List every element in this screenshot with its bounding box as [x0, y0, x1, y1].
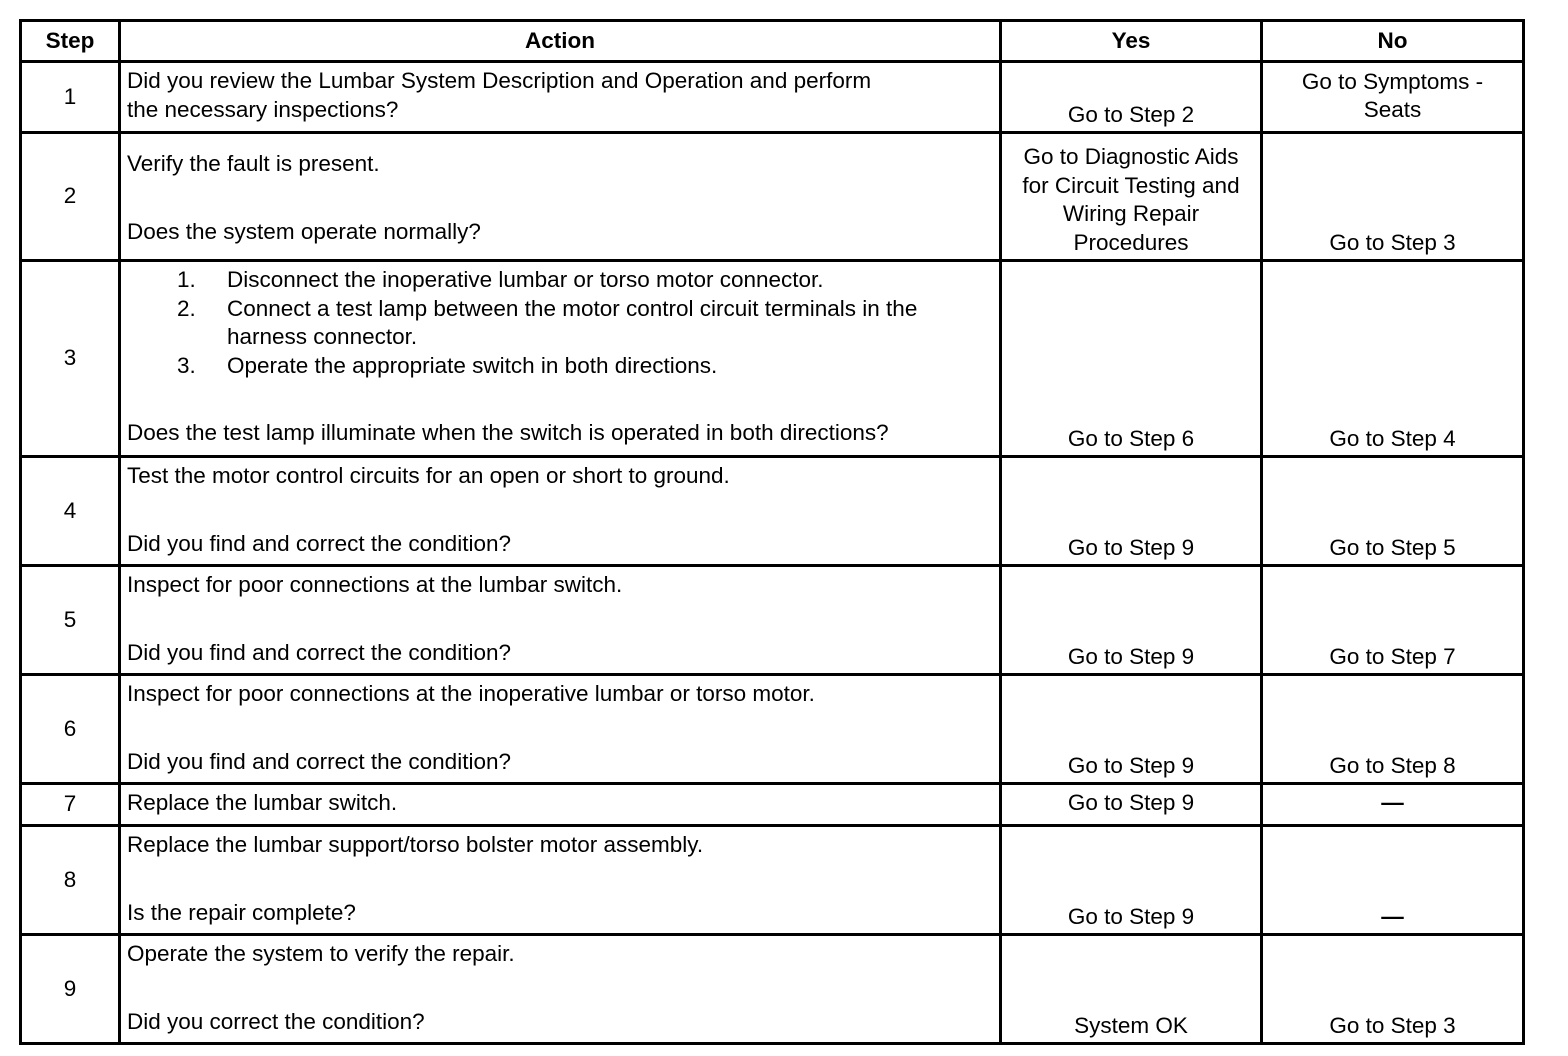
spacer [127, 969, 993, 1008]
table-row [21, 261, 1524, 457]
action-text: Verify the fault is present. [127, 151, 380, 176]
header-action: Action [120, 21, 1001, 62]
no-cell: Go to Step 8 [1262, 675, 1524, 784]
action-question: Did you find and correct the condition? [127, 639, 511, 665]
no-cell: Go to Step 3 [1262, 935, 1524, 1044]
step-number: 2 [21, 133, 120, 261]
substep-text: Connect a test lamp between the motor control circuit terminals in the harness connector. [227, 295, 918, 349]
action-cell [120, 133, 1001, 261]
substep-list [127, 266, 993, 380]
action-cell [120, 935, 1001, 1044]
step-number: 1 [21, 62, 120, 133]
yes-cell [1001, 133, 1262, 261]
substep-number: 3. [177, 352, 196, 378]
no-cell: Go to Step 4 [1262, 261, 1524, 457]
header-no: No [1262, 21, 1524, 62]
action-text: Inspect for poor connections at the lumbar switch. [127, 572, 623, 597]
yes-cell: System OK [1001, 935, 1262, 1044]
no-cell: — [1262, 784, 1524, 826]
substep-text: Disconnect the inoperative lumbar or torso motor connector. [227, 267, 824, 292]
table-row [21, 935, 1524, 1044]
header-yes: Yes [1001, 21, 1262, 62]
substep-item [127, 295, 993, 352]
table-row [21, 457, 1524, 566]
yes-cell: Go to Step 9 [1001, 784, 1262, 826]
yes-cell: Go to Step 9 [1001, 675, 1262, 784]
no-cell: — [1262, 826, 1524, 935]
action-question: Did you correct the condition? [127, 1008, 425, 1034]
action-cell [120, 784, 1001, 826]
action-cell [120, 566, 1001, 675]
yes-cell: Go to Step 2 [1001, 62, 1262, 133]
action-question: Did you find and correct the condition? [127, 748, 511, 774]
table-row [21, 62, 1524, 133]
step-number: 3 [21, 261, 120, 457]
substep-number: 1. [177, 267, 196, 292]
action-text: Replace the lumbar support/torso bolster motor assembly. [127, 832, 704, 857]
action-cell [120, 457, 1001, 566]
action-question: Does the system operate normally? [127, 218, 481, 244]
action-line: Did you review the Lumbar System Description and Operation and perform [127, 68, 872, 93]
spacer [127, 600, 993, 639]
spacer [127, 860, 993, 899]
no-cell: Go to Step 3 [1262, 133, 1524, 261]
substep-item [127, 352, 993, 381]
header-row [21, 21, 1524, 62]
spacer [127, 179, 993, 218]
substep-text: Operate the appropriate switch in both directions. [227, 352, 718, 378]
spacer [127, 491, 993, 530]
action-cell [120, 261, 1001, 457]
substep-item [127, 266, 993, 295]
step-number: 6 [21, 675, 120, 784]
table-row [21, 133, 1524, 261]
no-cell [1262, 62, 1524, 133]
yes-cell: Go to Step 9 [1001, 826, 1262, 935]
yes-line: Go to Diagnostic Aids [1023, 144, 1239, 169]
action-question: Is the repair complete? [127, 899, 356, 925]
no-cell: Go to Step 7 [1262, 566, 1524, 675]
no-line: Go to Symptoms - [1301, 68, 1484, 94]
action-text: Test the motor control circuits for an open or short to ground. [127, 463, 730, 488]
yes-cell: Go to Step 6 [1001, 261, 1262, 457]
yes-cell: Go to Step 9 [1001, 457, 1262, 566]
no-line: Seats [1363, 97, 1422, 122]
table-row [21, 675, 1524, 784]
substep-number: 2. [177, 295, 196, 321]
header-step: Step [21, 21, 120, 62]
table-row [21, 566, 1524, 675]
action-line: the necessary inspections? [127, 96, 399, 122]
step-number: 7 [21, 784, 120, 826]
step-number: 4 [21, 457, 120, 566]
table-row [21, 784, 1524, 826]
action-question: Does the test lamp illuminate when the switch is operated in both directions? [127, 420, 889, 445]
step-number: 9 [21, 935, 120, 1044]
action-text: Inspect for poor connections at the inoperative lumbar or torso motor. [127, 681, 815, 706]
yes-cell: Go to Step 9 [1001, 566, 1262, 675]
yes-line: for Circuit Testing and [1022, 172, 1240, 198]
step-number: 5 [21, 566, 120, 675]
action-text: Operate the system to verify the repair. [127, 941, 515, 966]
action-cell [120, 62, 1001, 133]
action-text: Replace the lumbar switch. [127, 790, 398, 816]
yes-line: Procedures [1073, 229, 1189, 255]
diagnostic-table [19, 19, 1525, 1045]
step-number: 8 [21, 826, 120, 935]
action-question: Did you find and correct the condition? [127, 530, 511, 556]
action-cell [120, 675, 1001, 784]
yes-line: Wiring Repair [1062, 201, 1200, 226]
spacer [127, 709, 993, 748]
action-cell [120, 826, 1001, 935]
table-row [21, 826, 1524, 935]
no-cell: Go to Step 5 [1262, 457, 1524, 566]
